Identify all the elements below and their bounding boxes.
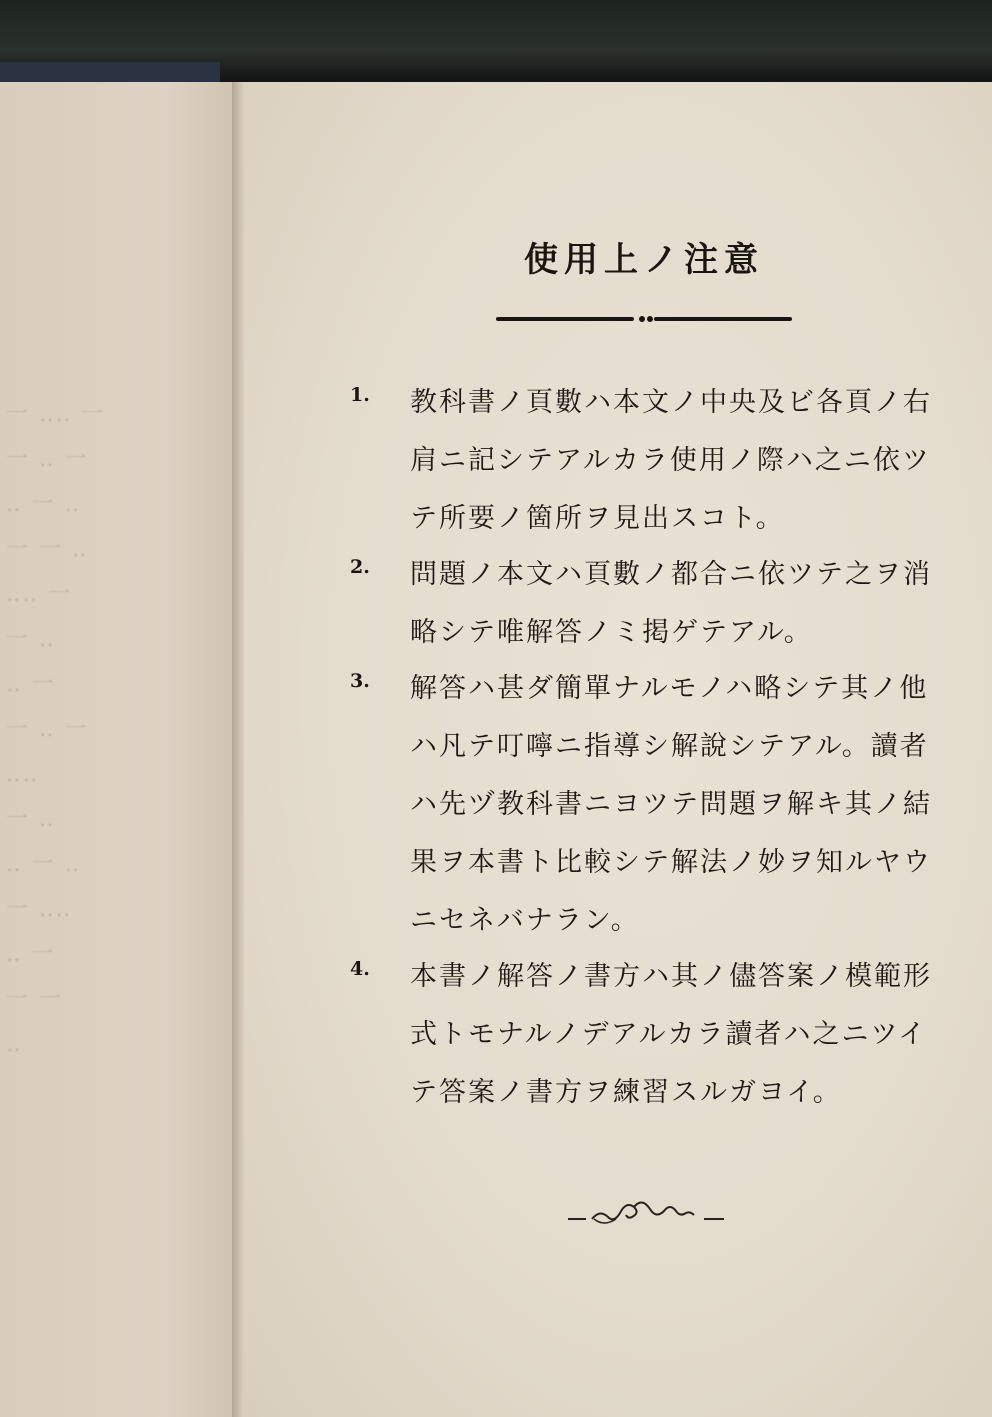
- left-page: [0, 82, 238, 1417]
- item-text: 本書ノ解答ノ書方ハ其ノ儘答案ノ模範形 式トモナルノデアルカラ讀者ハ之ニツイ テ答案ノ書方ヲ練習スルガヨイ。: [410, 961, 932, 1108]
- book-cover-edge: [0, 0, 992, 85]
- item-number: 1.: [350, 384, 370, 406]
- item-text: 教科書ノ頁數ハ本文ノ中央及ビ各頁ノ右 肩ニ記シテアルカラ使用ノ際ハ之ニ依ツ テ所要ノ箇所ヲ見出スコト。: [410, 387, 932, 534]
- item-number: 2.: [350, 556, 370, 578]
- bleed-through-text: 一 ‥‥ 一 一 ‥ 一 ‥ 一 ‥ 一 一 ‥ ‥‥ 一 一 ‥ ‥ 一 一 ‥ 一 ‥‥ 一 ‥ ‥ 一 ‥ 一 ‥‥ ‥ 一 一 一 ‥: [6, 402, 106, 1057]
- item-text: 解答ハ甚ダ簡單ナルモノハ略シテ其ノ他 ハ凡テ叮嚀ニ指導シ解說シテアル。讀者 ハ先ヅ教科書ニヨツテ問題ヲ解キ其ノ結 果ヲ本書ト比較シテ解法ノ妙ヲ知ルヤウ ニセネバナラン。: [410, 673, 932, 936]
- item-number: 3.: [350, 670, 370, 692]
- item-text: 問題ノ本文ハ頁數ノ都合ニ依ツテ之ヲ消 略シテ唯解答ノミ掲ゲテアル。: [410, 559, 932, 648]
- title-divider: [496, 315, 792, 323]
- page-title: 使用上ノ注意: [524, 240, 764, 280]
- right-page: [244, 82, 992, 1417]
- item-number: 4.: [350, 958, 370, 980]
- cover-spine-edge: [0, 62, 220, 84]
- end-ornament: [564, 1194, 734, 1230]
